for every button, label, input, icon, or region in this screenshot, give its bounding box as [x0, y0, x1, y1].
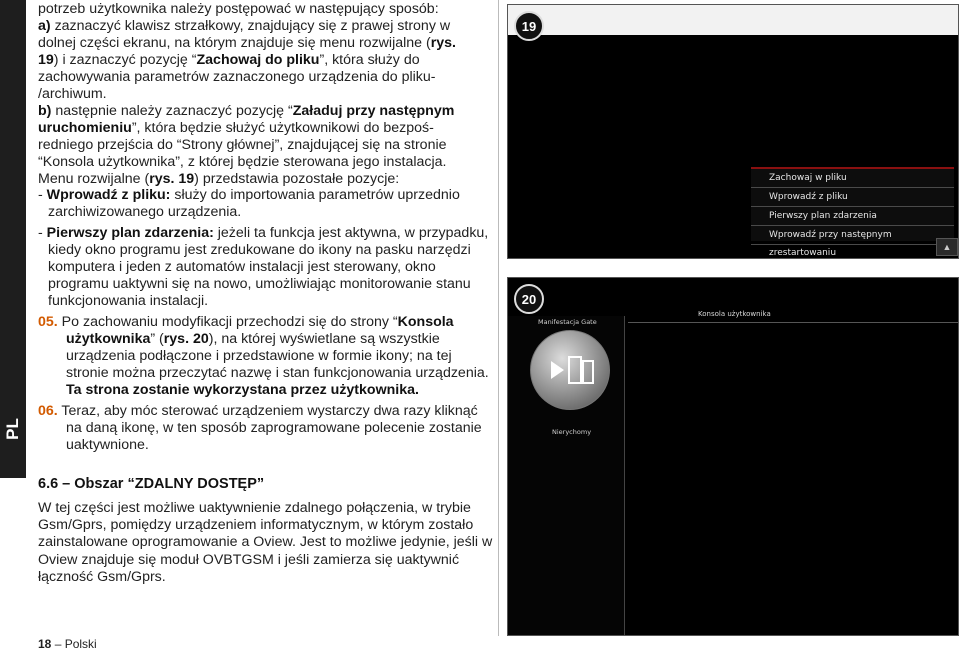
- paragraph: [38, 171, 496, 188]
- text: służy do importowania parametrów uprzednio zarchiwizowanego urządzenia.: [48, 187, 460, 221]
- text: zachowywania parametrów zaznaczonego urządzenia do pliku-: [38, 68, 436, 85]
- text: rys. 19: [149, 170, 195, 187]
- device-label: Nierychomy: [552, 428, 592, 436]
- paragraph: [38, 18, 496, 35]
- text: 19: [38, 51, 54, 68]
- text: Konsola użytkownika: [66, 314, 454, 348]
- figure-badge: 20: [514, 284, 544, 314]
- menu-item-save-to-file[interactable]: Zachowaj w pliku: [751, 167, 954, 188]
- arrow-up-icon[interactable]: ▲: [936, 238, 958, 256]
- step-05: [38, 314, 496, 399]
- column-divider: [498, 0, 499, 636]
- figure-header: [508, 5, 958, 35]
- divider: [628, 322, 958, 323]
- text: -: [38, 225, 47, 242]
- text: ”, która służy do: [319, 51, 420, 68]
- console-title: Konsola użytkownika: [698, 310, 771, 318]
- panel-title: Manifestacja Gate: [538, 318, 597, 326]
- menu-item-load-on-restart[interactable]: Wprowadź przy następnym zrestartowaniu: [751, 226, 954, 245]
- paragraph: [38, 154, 496, 171]
- text: Wprowadź z pliku:: [46, 187, 171, 204]
- paragraph: [38, 187, 496, 221]
- text: -: [38, 187, 47, 204]
- paragraph: [38, 52, 496, 69]
- figure-19: [507, 4, 959, 259]
- text: jeżeli ta funkcja jest aktywna, w przypadku, kiedy okno programu jest zredukowane do ikony na pasku narzędzi komputera i jeden z automatów instalacji jest sterowany, okno programu uaktywni się na nowo, umożliwiając monitorowanie stanu funkcjonowania instalacji.: [48, 225, 489, 310]
- paragraph: [38, 103, 496, 120]
- step-number: 05.: [38, 314, 58, 331]
- text: ”, która będzie służyć użytkownikowi do bezpoś-: [131, 119, 434, 136]
- text: następnie należy zaznaczyć pozycję “: [51, 102, 293, 119]
- text: “Konsola użytkownika”, z której będzie sterowana jego instalacja.: [38, 153, 447, 170]
- gate-device-icon[interactable]: [530, 330, 610, 410]
- text: Pierwszy plan zdarzenia:: [46, 225, 214, 242]
- menu-item-foreground-event[interactable]: Pierwszy plan zdarzenia: [751, 207, 954, 226]
- paragraph: [38, 35, 496, 52]
- main-text-column: [38, 1, 496, 454]
- dropdown-menu: [751, 167, 954, 258]
- figure-20: [507, 277, 959, 636]
- text: rys.: [430, 34, 456, 51]
- text: Polski: [64, 637, 97, 651]
- text: zaznaczyć klawisz strzałkowy, znajdujący się z prawej strony w: [50, 17, 451, 34]
- page-number: 18: [38, 637, 52, 651]
- paragraph: [38, 225, 496, 310]
- language-tab-label: PL: [2, 418, 22, 440]
- paragraph: [38, 1, 496, 18]
- text: potrzeb użytkownika należy postępować w następujący sposób:: [38, 1, 439, 17]
- text: ) i zaznaczyć pozycję “: [53, 51, 197, 68]
- text: –: [51, 637, 65, 651]
- text: /archiwum.: [38, 85, 107, 102]
- text: ), na której wyświetlane są wszystkie urządzenia podłączone i przedstawione w formie ikony; na tej stronie można przeczytać nazwę i stan funkcjonowania urządzenia.: [66, 331, 489, 382]
- text: uruchomieniu: [38, 119, 132, 136]
- menu-item-import-from-file[interactable]: Wprowadź z pliku: [751, 188, 954, 207]
- text: ” (: [150, 331, 164, 348]
- section-title: 6.6 – Obszar “ZDALNY DOSTĘP”: [38, 476, 265, 492]
- text: b): [38, 102, 52, 119]
- paragraph: [38, 86, 496, 103]
- text: Załaduj przy następnym: [292, 102, 455, 119]
- text: a): [38, 17, 51, 34]
- paragraph: [38, 120, 496, 137]
- text: Ta strona zostanie wykorzystana przez użytkownika.: [66, 381, 419, 398]
- text: Menu rozwijalne (: [38, 170, 150, 187]
- text: redniego przejścia do “Strony głównej”, znajdującej się na stronie: [38, 136, 447, 153]
- section-body: W tej części jest możliwe uaktywnienie zdalnego połączenia, w trybie Gsm/Gprs, pomiędzy urządzeniem informatycznym, w którym zostało zainstalowane oprogramowanie a Oview. Jest to możliwe jedynie, jeśli w Oview znajduje się moduł OVBTGSM i jeśli zamierza się uaktywnić łączność Gsm/Gprs.: [38, 500, 493, 585]
- language-tab: [0, 398, 26, 460]
- step-06: [38, 403, 496, 454]
- paragraph: [38, 137, 496, 154]
- text: dolnej części ekranu, na którym znajduje się menu rozwijalne (: [38, 34, 431, 51]
- text: rys. 20: [163, 331, 209, 348]
- text: Teraz, aby móc sterować urządzeniem wystarczy dwa razy kliknąć na daną ikonę, w ten sposób zaprogramowane polecenie zostanie uaktywnione.: [57, 402, 482, 453]
- text: Zachowaj do pliku: [196, 51, 320, 68]
- page-footer: [38, 637, 97, 651]
- text: ) przedstawia pozostałe pozycje:: [194, 170, 400, 187]
- paragraph: [38, 69, 496, 86]
- text: Po zachowaniu modyfikacji przechodzi się do strony “: [57, 314, 398, 331]
- figure-badge: 19: [514, 11, 544, 41]
- step-number: 06.: [38, 402, 58, 419]
